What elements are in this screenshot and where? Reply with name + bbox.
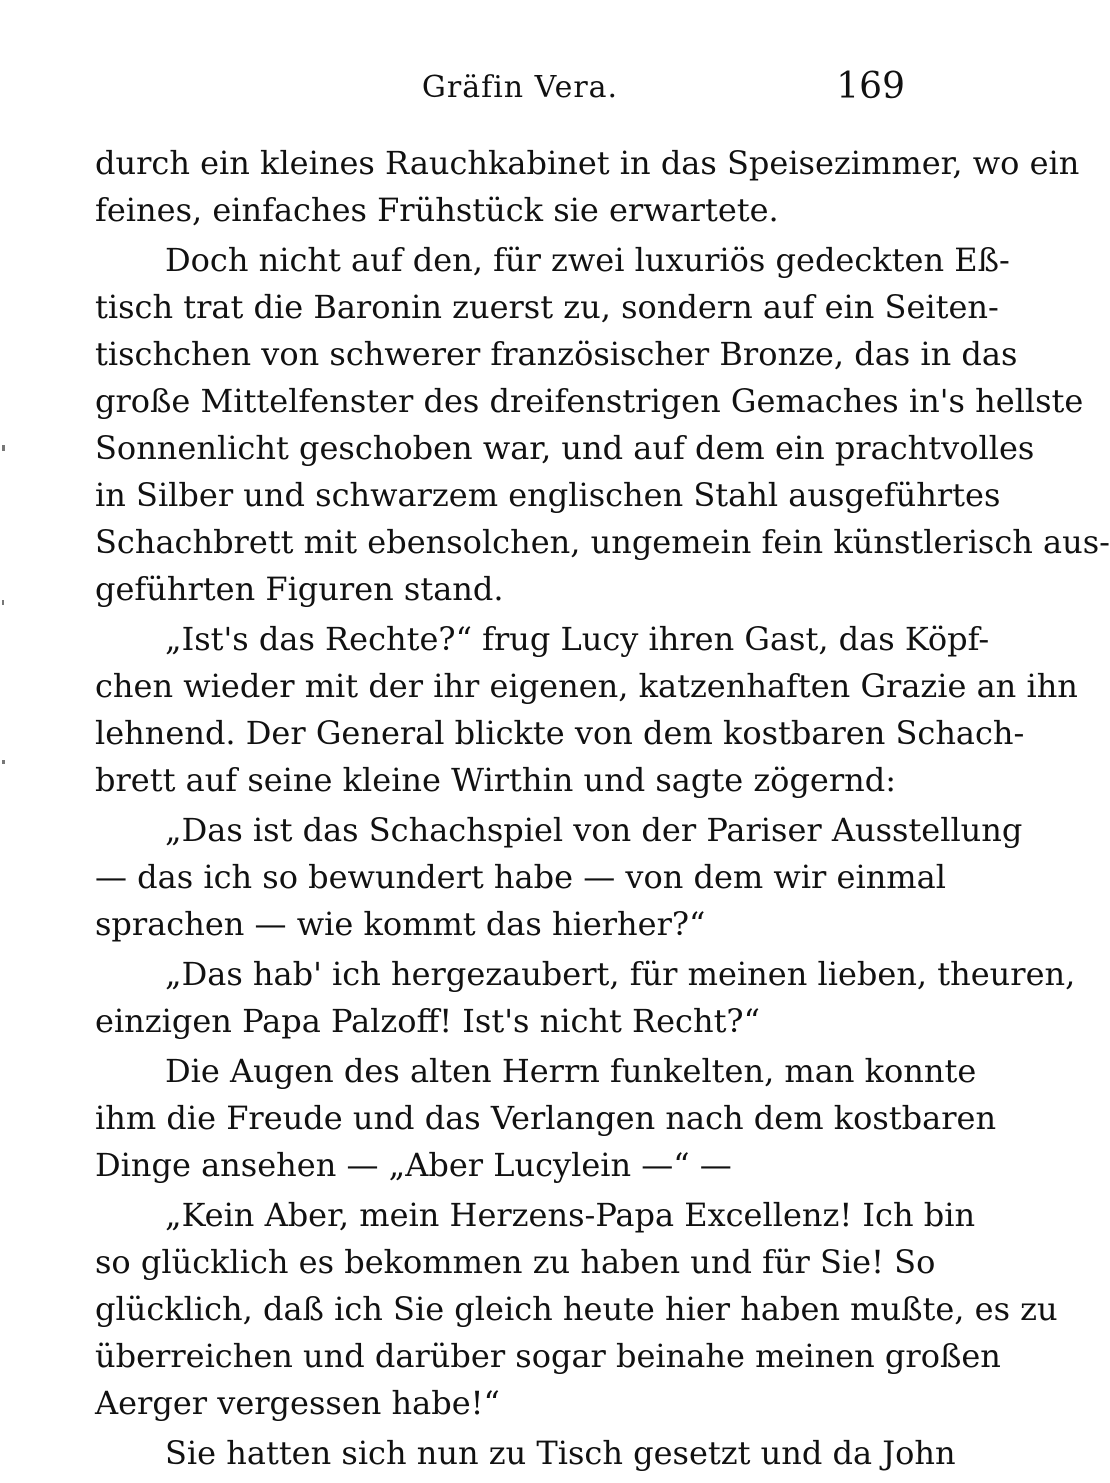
paragraph xyxy=(95,807,1023,948)
text-line: „Kein Aber, mein Herzens-Papa Excellenz! Ich bin xyxy=(165,1196,976,1234)
text-line: große Mittelfenster des dreifenstrigen Gemaches in's hellste xyxy=(95,382,1084,420)
body-text xyxy=(95,140,1110,1477)
paragraph xyxy=(95,1430,956,1477)
text-line: brett auf seine kleine Wirthin und sagte zögernd: xyxy=(95,761,897,799)
text-line: tisch trat die Baronin zuerst zu, sondern auf ein Seiten- xyxy=(95,288,999,326)
paragraph xyxy=(95,140,1080,234)
text-line: überreichen und darüber sogar beinahe meinen großen xyxy=(95,1337,1001,1375)
text-line: sprachen — wie kommt das hierher?“ xyxy=(95,905,706,943)
text-line: Die Augen des alten Herrn funkelten, man konnte xyxy=(165,1052,977,1090)
text-line: einzigen Papa Palzoff! Ist's nicht Recht?“ xyxy=(95,1002,760,1040)
text-line: „Ist's das Rechte?“ frug Lucy ihren Gast, das Köpf- xyxy=(165,620,990,658)
paragraph xyxy=(95,1192,1058,1427)
text-line: tischchen von schwerer französischer Bronze, das in das xyxy=(95,335,1018,373)
paragraph xyxy=(95,237,1110,613)
text-line: feines, einfaches Frühstück sie erwartete. xyxy=(95,191,779,229)
text-line: in Silber und schwarzem englischen Stahl ausgeführtes xyxy=(95,476,1001,514)
scan-speck xyxy=(2,600,4,605)
text-line: — das ich so bewundert habe — von dem wir einmal xyxy=(95,858,946,896)
text-line: Doch nicht auf den, für zwei luxuriös gedeckten Eß- xyxy=(165,241,1010,279)
text-line: Sie hatten sich nun zu Tisch gesetzt und da John xyxy=(165,1434,956,1472)
text-line: ihm die Freude und das Verlangen nach dem kostbaren xyxy=(95,1099,997,1137)
text-line: durch ein kleines Rauchkabinet in das Speisezimmer, wo ein xyxy=(95,144,1080,182)
text-line: geführten Figuren stand. xyxy=(95,570,504,608)
scan-speck xyxy=(2,445,5,451)
text-line: lehnend. Der General blickte von dem kostbaren Schach- xyxy=(95,714,1025,752)
paragraph xyxy=(95,951,1076,1045)
text-line: „Das ist das Schachspiel von der Pariser Ausstellung xyxy=(165,811,1023,849)
scan-speck xyxy=(2,760,5,764)
text-line: Dinge ansehen — „Aber Lucylein —“ — xyxy=(95,1146,732,1184)
text-line: Sonnenlicht geschoben war, und auf dem ein prachtvolles xyxy=(95,429,1035,467)
text-line: Schachbrett mit ebensolchen, ungemein fein künstlerisch aus- xyxy=(95,523,1110,561)
running-title: Gräfin Vera. xyxy=(421,70,619,105)
text-line: „Das hab' ich hergezaubert, für meinen lieben, theuren, xyxy=(165,955,1076,993)
text-line: so glücklich es bekommen zu haben und für Sie! So xyxy=(95,1243,936,1281)
running-head xyxy=(95,66,905,120)
text-line: chen wieder mit der ihr eigenen, katzenhaften Grazie an ihn xyxy=(95,667,1078,705)
paragraph xyxy=(95,616,1078,804)
page-number: 169 xyxy=(836,66,905,107)
text-line: Aerger vergessen habe!“ xyxy=(95,1384,500,1422)
paragraph xyxy=(95,1048,997,1189)
text-line: glücklich, daß ich Sie gleich heute hier haben mußte, es zu xyxy=(95,1290,1058,1328)
